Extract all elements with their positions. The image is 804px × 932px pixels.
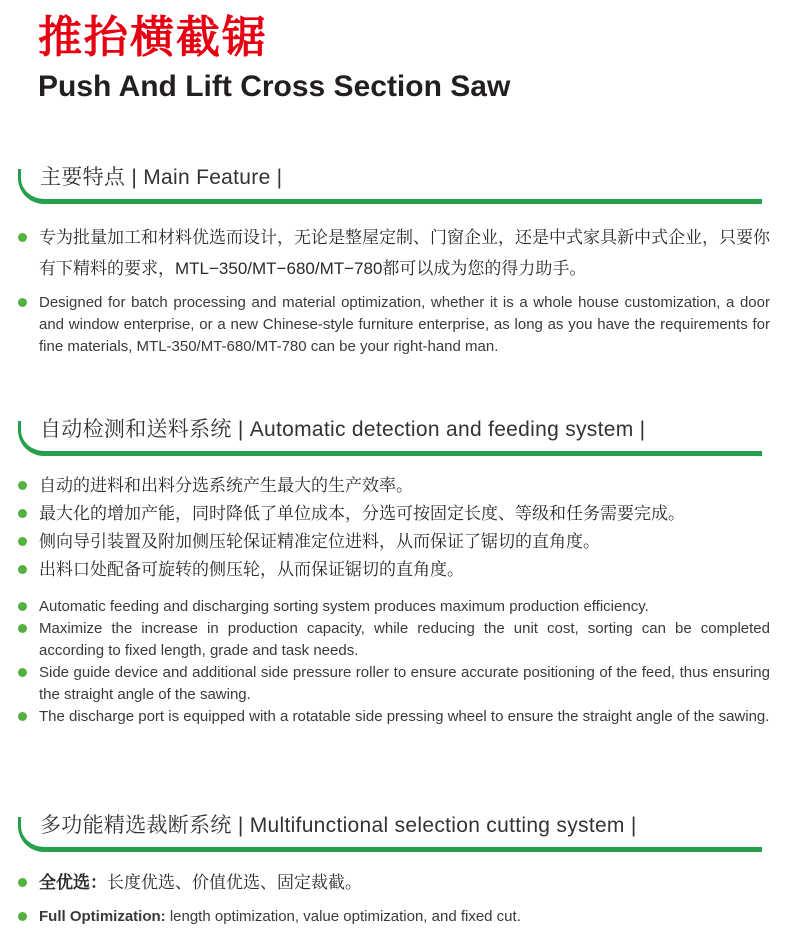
bullet-text-zh: 长度优选、价值优选、固定裁截。 (107, 873, 362, 892)
bullet-text-en: length optimization, value optimization, and fixed cut. (165, 908, 521, 925)
section-header (18, 416, 770, 456)
section-header (18, 164, 770, 204)
bullet-item (18, 596, 770, 618)
bullet-dot-icon (18, 233, 27, 242)
bullet-list-en (18, 596, 770, 728)
bullet-item (18, 618, 770, 662)
page-title-zh: 推抬横截锯 (38, 13, 268, 62)
page-title-en: Push And Lift Cross Section Saw (38, 70, 511, 103)
bullet-item (18, 472, 770, 500)
bullet-item (18, 292, 770, 358)
bullet-text-zh: 自动的进料和出料分选系统产生最大的生产效率。 (39, 476, 413, 495)
bullet-text-zh: 专为批量加工和材料优选而设计，无论是整屋定制、门窗企业，还是中式家具新中式企业，只要你有下精料的要求，MTL−350/MT−680/MT−780都可以成为您的得力助手。 (39, 228, 770, 278)
bullet-prefix-zh: 全优选： (39, 873, 107, 892)
bullet-text-en: Automatic feeding and discharging sorting system produces maximum production efficiency. (39, 598, 649, 615)
bullet-item (18, 662, 770, 706)
bullet-dot-icon (18, 712, 27, 721)
bullet-item (18, 556, 770, 584)
bullet-item (18, 222, 770, 284)
bullet-list-zh (18, 472, 770, 584)
section-title: 主要特点 | Main Feature | (40, 166, 283, 189)
section-title: 多功能精选裁断系统 | Multifunctional selection cutting system | (40, 814, 637, 837)
bullet-item (18, 528, 770, 556)
section-feeding-system (18, 416, 770, 728)
bullet-text-en: The discharge port is equipped with a rotatable side pressing wheel to ensure the straight angle of the sawing. (39, 708, 770, 725)
bullet-dot-icon (18, 298, 27, 307)
section-title: 自动检测和送料系统 | Automatic detection and feeding system | (40, 418, 646, 441)
bullet-item (18, 500, 770, 528)
bullet-text-en: Designed for batch processing and material optimization, whether it is a whole house customization, a door and window enterprise, or a new Chinese-style furniture enterprise, as long as you have the requirements for fine materials, MTL-350/MT-680/MT-780 can be your right-hand man. (39, 294, 770, 355)
section-header (18, 812, 770, 852)
bullet-text-zh: 出料口处配备可旋转的侧压轮，从而保证锯切的直角度。 (39, 560, 464, 579)
bullet-text-en: Side guide device and additional side pressure roller to ensure accurate positioning of the feed, thus ensuring the straight angle of the sawing. (39, 664, 770, 703)
bullet-text-en: Maximize the increase in production capacity, while reducing the unit cost, sorting can be completed according to fixed length, grade and task needs. (39, 620, 770, 659)
bullet-dot-icon (18, 565, 27, 574)
bullet-dot-icon (18, 912, 27, 921)
bullet-dot-icon (18, 668, 27, 677)
bullet-dot-icon (18, 537, 27, 546)
section-cutting-system (18, 812, 770, 928)
section-main-feature (18, 164, 770, 358)
bullet-dot-icon (18, 481, 27, 490)
bullet-item (18, 870, 770, 896)
bullet-text-zh: 侧向导引装置及附加侧压轮保证精准定位进料，从而保证了锯切的直角度。 (39, 532, 600, 551)
bullet-item (18, 906, 770, 928)
bullet-prefix-en: Full Optimization: (39, 908, 166, 925)
bullet-dot-icon (18, 509, 27, 518)
bullet-dot-icon (18, 878, 27, 887)
bullet-text-zh: 最大化的增加产能，同时降低了单位成本，分选可按固定长度、等级和任务需要完成。 (39, 504, 685, 523)
bullet-dot-icon (18, 602, 27, 611)
bullet-dot-icon (18, 624, 27, 633)
bullet-item (18, 706, 770, 728)
